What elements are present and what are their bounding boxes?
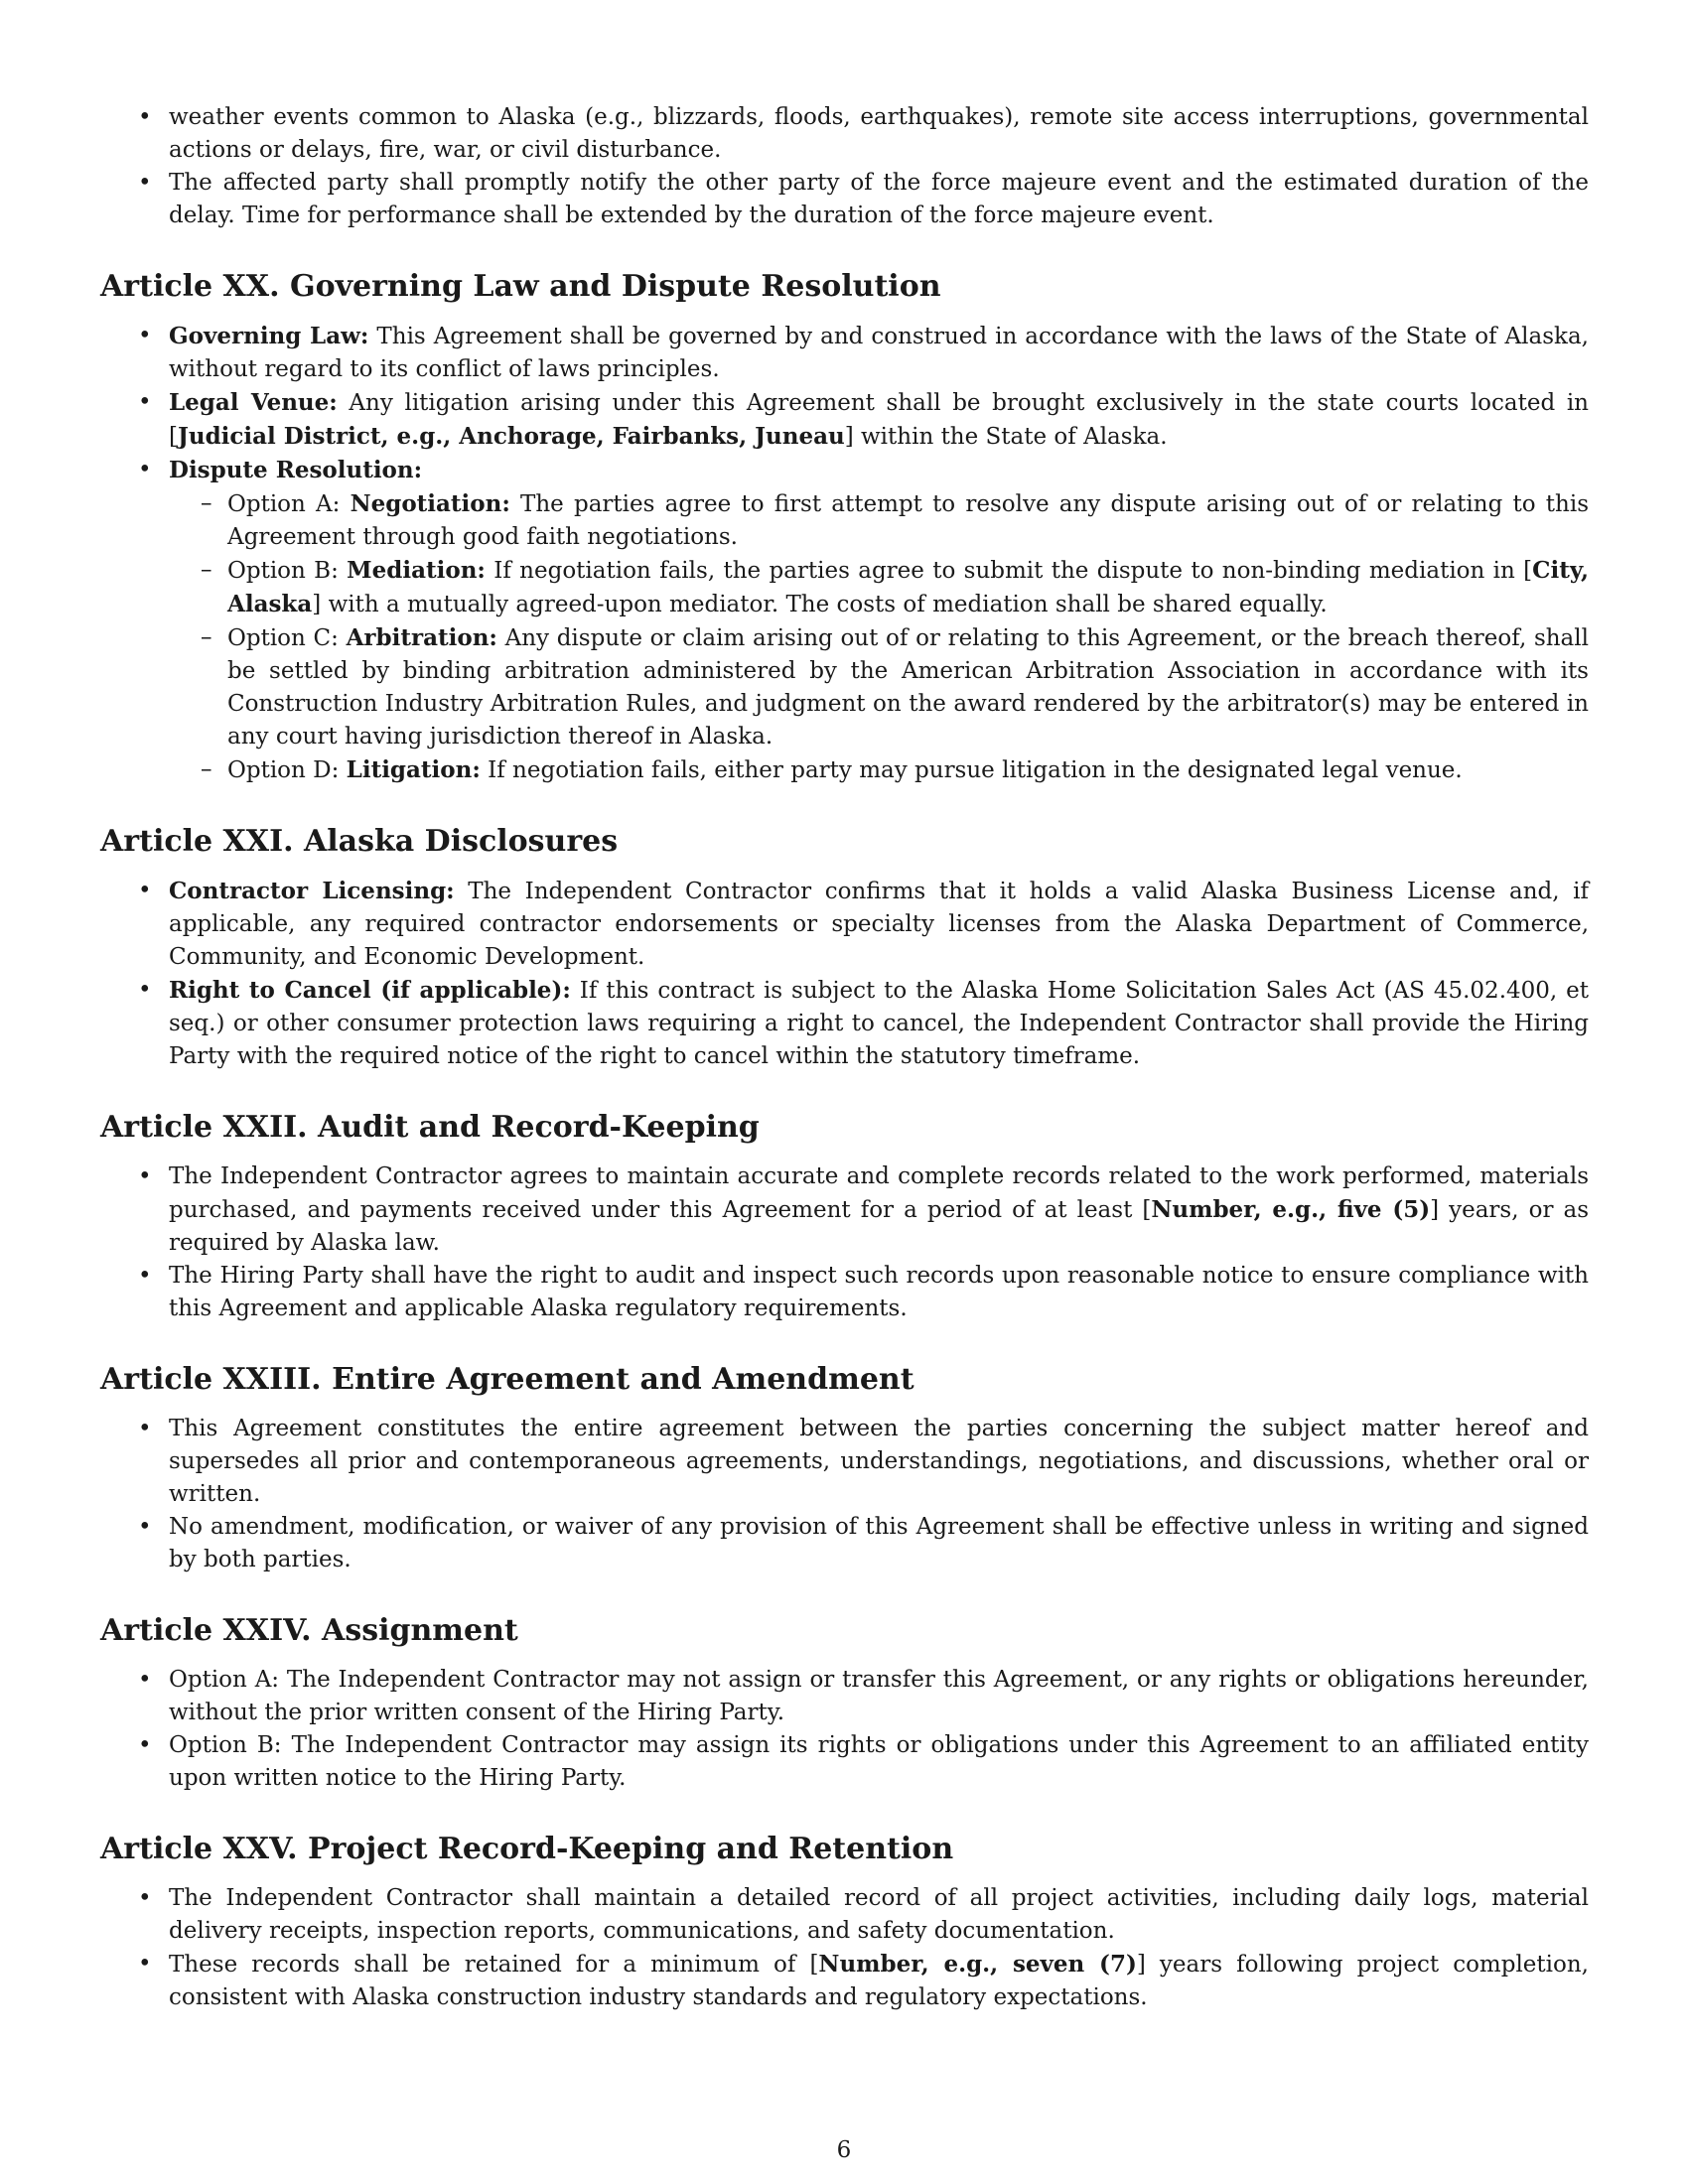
contractor-licensing-text: The Independent Contractor confirms that it holds a valid Alaska Business License and, if applicable, any required contractor endorsements or specialty licenses from the Alaska Department of Commerce, Community, and Economic Development.: [169, 879, 1590, 970]
list-item: [100, 875, 1589, 974]
governing-law-label: Governing Law:: [169, 323, 369, 349]
mediation-text: If negotiation fails, the parties agree to submit the dispute to non-binding mediation in [: [485, 558, 1533, 584]
page-content: [100, 101, 1589, 2014]
negotiation-label: Negotiation:: [350, 490, 510, 517]
legal-venue-text-end: ] within the State of Alaska.: [844, 424, 1168, 450]
assignment-option-a: Option A: The Independent Contractor may not assign or transfer this Agreement, or any rights or obligations hereunder, without the prior written consent of the Hiring Party.: [169, 1667, 1589, 1725]
right-to-cancel-label: Right to Cancel (if applicable):: [169, 977, 571, 1004]
records-text-end: ] years, or as required by Alaska law.: [169, 1197, 1590, 1256]
records-text: The Independent Contractor agrees to maintain accurate and complete records related to the work performed, materials purchased, and payments received under this Agreement for a period of at least [: [169, 1163, 1589, 1223]
audit-text: The Hiring Party shall have the right to audit and inspect such records upon reasonable notice to ensure compliance with this Agreement and applicable Alaska regulatory requirements.: [169, 1263, 1589, 1321]
list-item: [100, 1664, 1589, 1729]
page-number: 6: [836, 2137, 852, 2163]
retention-text: These records shall be retained for a minimum of [: [169, 1952, 819, 1978]
right-to-cancel-text: If this contract is subject to the Alaska Home Solicitation Sales Act (AS 45.02.400, et seq.) or other consumer protection laws requiring a right to cancel, the Independent Contractor shall provide the Hiring Party with the required notice of the right to cancel within the statutory timeframe.: [169, 978, 1589, 1069]
article-xxi-heading: Article XXI. Alaska Disclosures: [100, 824, 619, 859]
article-xxv-heading: Article XXV. Project Record-Keeping and Retention: [100, 1832, 954, 1866]
city-placeholder: City, Alaska: [227, 557, 1589, 617]
list-item: [100, 1882, 1589, 1948]
list-item: [100, 320, 1589, 386]
assignment-option-b: Option B: The Independent Contractor may assign its rights or obligations under this Agreement to an affiliated entity upon written notice to the Hiring Party.: [169, 1732, 1589, 1791]
article-xxiv-heading: Article XXIV. Assignment: [100, 1613, 518, 1648]
project-record-text: The Independent Contractor shall maintain a detailed record of all project activities, including daily logs, material delivery receipts, inspection reports, communications, and safety documentation.: [169, 1885, 1589, 1944]
dispute-resolution-label: Dispute Resolution:: [169, 457, 423, 483]
article-xxi-list: [100, 875, 1589, 1073]
judicial-district-placeholder: Judicial District, e.g., Anchorage, Fairbanks, Juneau: [177, 423, 845, 450]
list-item: [100, 454, 1589, 787]
list-item: [100, 167, 1589, 232]
list-item: [100, 1160, 1589, 1260]
list-item: [100, 1260, 1589, 1325]
continued-text: weather events common to Alaska (e.g., blizzards, floods, earthquakes), remote site access interruptions, governmental actions or delays, fire, war, or civil disturbance.: [169, 104, 1589, 163]
entire-agreement-text: This Agreement constitutes the entire agreement between the parties concerning the subject matter hereof and supersedes all prior and contemporaneous agreements, understandings, negotiations, and discussions, whether oral or written.: [169, 1416, 1589, 1507]
mediation-label: Mediation:: [347, 557, 486, 584]
option-prefix: Option A:: [227, 491, 351, 517]
list-item: [100, 1413, 1589, 1511]
arbitration-label: Arbitration:: [346, 624, 497, 651]
years-placeholder: Number, e.g., five (5): [1151, 1196, 1431, 1223]
litigation-label: Litigation:: [346, 756, 481, 783]
article-xxiv-list: [100, 1664, 1589, 1795]
continued-item: [100, 101, 1589, 167]
force-majeure-notice: The affected party shall promptly notify the other party of the force majeure event and the estimated duration of the delay. Time for performance shall be extended by the duration of the force majeure event.: [169, 170, 1589, 228]
mediation-text-end: ] with a mutually agreed-upon mediator. The costs of mediation shall be shared equally.: [312, 592, 1328, 617]
retention-years-placeholder: Number, e.g., seven (7): [818, 1951, 1137, 1978]
list-item: [100, 1511, 1589, 1576]
option-d-item: [169, 753, 1589, 787]
option-prefix: Option D:: [227, 757, 347, 783]
article-xxii-heading: Article XXII. Audit and Record-Keeping: [100, 1110, 760, 1145]
continued-list: [100, 101, 1589, 232]
contractor-licensing-label: Contractor Licensing:: [169, 878, 455, 904]
retention-text-end: ] years following project completion, consistent with Alaska construction industry standards and regulatory expectations.: [169, 1952, 1589, 2010]
article-xx-heading: Article XX. Governing Law and Dispute Resolution: [100, 269, 941, 304]
option-a-item: [169, 487, 1589, 554]
litigation-text: If negotiation fails, either party may pursue litigation in the designated legal venue.: [480, 757, 1463, 783]
governing-law-text: This Agreement shall be governed by and construed in accordance with the laws of the State of Alaska, without regard to its conflict of laws principles.: [169, 324, 1589, 382]
list-item: [100, 1948, 1589, 2014]
article-xxv-list: [100, 1882, 1589, 2014]
article-xxiii-list: [100, 1413, 1589, 1576]
article-xxiii-heading: Article XXIII. Entire Agreement and Amendment: [100, 1362, 914, 1397]
article-xx-list: [100, 320, 1589, 787]
list-item: [100, 1729, 1589, 1795]
option-b-item: [169, 554, 1589, 621]
dispute-options-list: [169, 487, 1589, 787]
negotiation-text: The parties agree to first attempt to resolve any dispute arising out of or relating to this Agreement through good faith negotiations.: [227, 491, 1589, 550]
list-item: [100, 386, 1589, 454]
option-prefix: Option C:: [227, 625, 347, 651]
amendment-text: No amendment, modification, or waiver of any provision of this Agreement shall be effective unless in writing and signed by both parties.: [169, 1514, 1589, 1572]
option-c-item: [169, 621, 1589, 753]
article-xxii-list: [100, 1160, 1589, 1325]
option-prefix: Option B:: [227, 558, 348, 584]
arbitration-text: Any dispute or claim arising out of or relating to this Agreement, or the breach thereof, shall be settled by binding arbitration administered by the American Arbitration Association in accordance with its Construction Industry Arbitration Rules, and judgment on the award rendered by the arbitrator(s) may be entered in any court having jurisdiction thereof in Alaska.: [227, 625, 1589, 750]
list-item: [100, 974, 1589, 1073]
legal-venue-label: Legal Venue:: [169, 389, 338, 416]
legal-venue-text: Any litigation arising under this Agreement shall be brought exclusively in the state courts located in [: [169, 390, 1589, 450]
